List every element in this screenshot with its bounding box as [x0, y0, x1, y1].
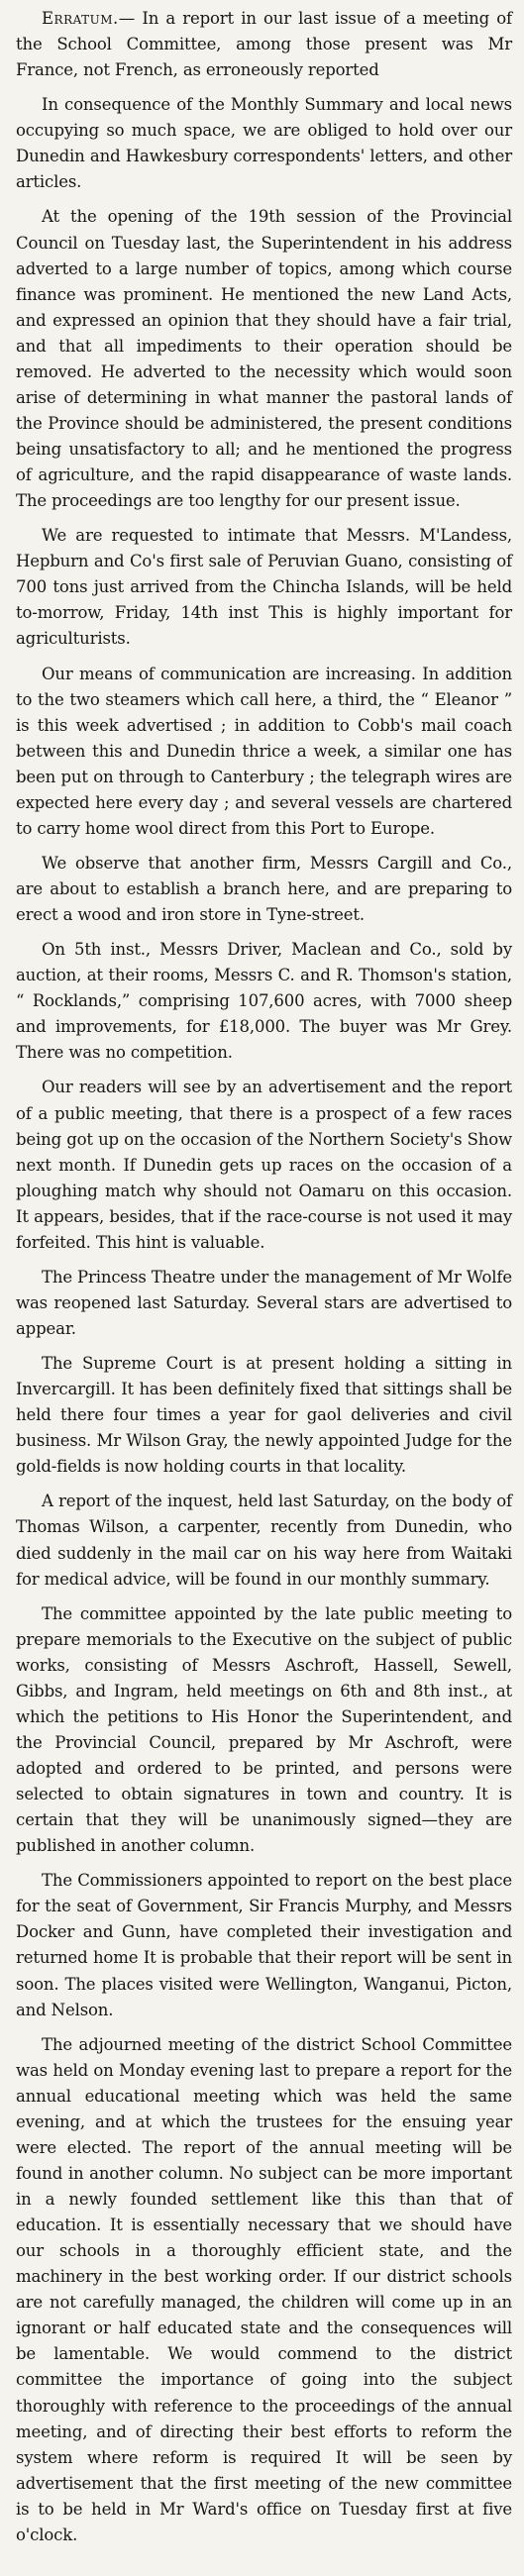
- paragraph-text: On 5th inst., Messrs Driver, Maclean and Co., sold by auction, at their rooms, Messrs C. and R. Thomson's station, “ Rocklands,” comprising 107,600 acres, with 7000 sheep and improvements, for £18,000. The buyer was Mr Grey. There was no competition.: [16, 940, 512, 1063]
- news-paragraph: [16, 937, 512, 1066]
- news-paragraph: [16, 1868, 512, 2022]
- news-paragraph: [16, 851, 512, 928]
- news-paragraph: [16, 2032, 512, 2548]
- paragraph-text: At the opening of the 19th session of the Provincial Council on Tuesday last, the Superintendent in his address adverted to a large number of topics, among which course finance was prominent. He mentioned the new Land Acts, and expressed an opinion that they should have a fair trial, and that all impediments to their operation should be removed. He adverted to the necessity which would soon arise of determining in what manner the pastoral lands of the Province should be administered, the present conditions being unsatisfactory to all; and he mentioned the progress of agriculture, and the rapid disappearance of waste lands. The proceedings are too lengthy for our present issue.: [16, 207, 512, 511]
- paragraph-text: The Princess Theatre under the management of Mr Wolfe was reopened last Saturday. Several stars are advertised to appear.: [16, 1267, 512, 1338]
- news-paragraph: [16, 1601, 512, 1860]
- paragraph-text: The committee appointed by the late public meeting to prepare memorials to the Executive on the subject of public works, consisting of Messrs Aschroft, Hassell, Sewell, Gibbs, and Ingram, held meetings on 6th and 8th inst., at which the petitions to His Honor the Superintendent, and the Provincial Council, prepared by Mr Aschroft, were adopted and ordered to be printed, and persons were selected to obtain signatures in town and country. It is certain that they will be unanimously signed—they are published in another column.: [16, 1603, 512, 1856]
- news-paragraph: [16, 1265, 512, 1342]
- paragraph-lead-word: Erratum.: [42, 9, 119, 28]
- news-paragraph: [16, 1489, 512, 1592]
- paragraph-text: Our readers will see by an advertisement and the report of a public meeting, that there is a prospect of a few races being got up on the occasion of the Northern Society's Show next month. If Dunedin gets up races on the occasion of a ploughing match why should not Oamaru on this occasion. It appears, besides, that if the race-course is not used it may forfeited. This hint is valuable.: [16, 1078, 512, 1252]
- paragraph-text: We are requested to intimate that Messrs. M'Landess, Hepburn and Co's first sale of Peruvian Guano, consisting of 700 tons just arrived from the Chincha Islands, will be held to-morrow, Friday, 14th inst This is highly important for agriculturists.: [16, 526, 512, 649]
- news-paragraph: [16, 523, 512, 652]
- paragraph-text: — In a report in our last issue of a meeting of the School Committee, among those present was Mr France, not French, as erroneously reported: [16, 9, 512, 80]
- news-paragraph: [16, 92, 512, 195]
- news-paragraph: [16, 1075, 512, 1255]
- paragraph-text: Our means of communication are increasing. In addition to the two steamers which call here, a third, the “ Eleanor ” is this week advertised ; in addition to Cobb's mail coach between this and Dunedin thrice a week, a similar one has been put on through to Canterbury ; the telegraph wires are expected here every day ; and several vessels are chartered to carry home wool direct from this Port to Europe.: [16, 664, 512, 838]
- news-paragraph: [16, 204, 512, 514]
- paragraph-text: A report of the inquest, held last Saturday, on the body of Thomas Wilson, a carpenter, recently from Dunedin, who died suddenly in the mail car on his way here from Waitaki for medical advice, will be found in our monthly summary.: [16, 1492, 512, 1589]
- paragraph-text: The Supreme Court is at present holding a sitting in Invercargill. It has been definitely fixed that sittings shall be held there four times a year for gaol deliveries and civil business. Mr Wilson Gray, the newly appointed Judge for the gold-fields is now holding courts in that locality.: [16, 1354, 512, 1477]
- paragraph-text: The Commissioners appointed to report on the best place for the seat of Government, Sir Francis Murphy, and Messrs Docker and Gunn, have completed their investigation and returned home It is probable that their report will be sent in soon. The places visited were Wellington, Wanganui, Picton, and Nelson.: [16, 1871, 512, 2019]
- news-paragraph: [16, 1351, 512, 1480]
- news-paragraph: [16, 662, 512, 842]
- paragraph-text: The adjourned meeting of the district School Committee was held on Monday evening last to prepare a report for the annual educational meeting which was held the same evening, and at which the trustees for the ensuing year were elected. The report of the annual meeting will be found in another column. No subject can be more important in a newly founded settlement like this than that of education. It is essentially necessary that we should have our schools in a thoroughly efficient state, and the machinery in the best working order. If our district schools are not carefully managed, the children will come up in an ignorant or half educated state and the consequences will be lamentable. We would commend to the district committee the importance of going into the subject thoroughly with reference to the proceedings of the annual meeting, and of directing their best efforts to reform the system where reform is required It will be seen by advertisement that the first meeting of the new committee is to be held in Mr Ward's office on Tuesday first at five o'clock.: [16, 2034, 512, 2544]
- paragraph-text: In consequence of the Monthly Summary and local news occupying so much space, we are obliged to hold over our Dunedin and Hawkesbury correspondents' letters, and other articles.: [16, 95, 512, 192]
- paragraph-text: We observe that another firm, Messrs Cargill and Co., are about to establish a branch here, and are preparing to erect a wood and iron store in Tyne-street.: [16, 853, 512, 925]
- news-paragraph: [16, 6, 512, 83]
